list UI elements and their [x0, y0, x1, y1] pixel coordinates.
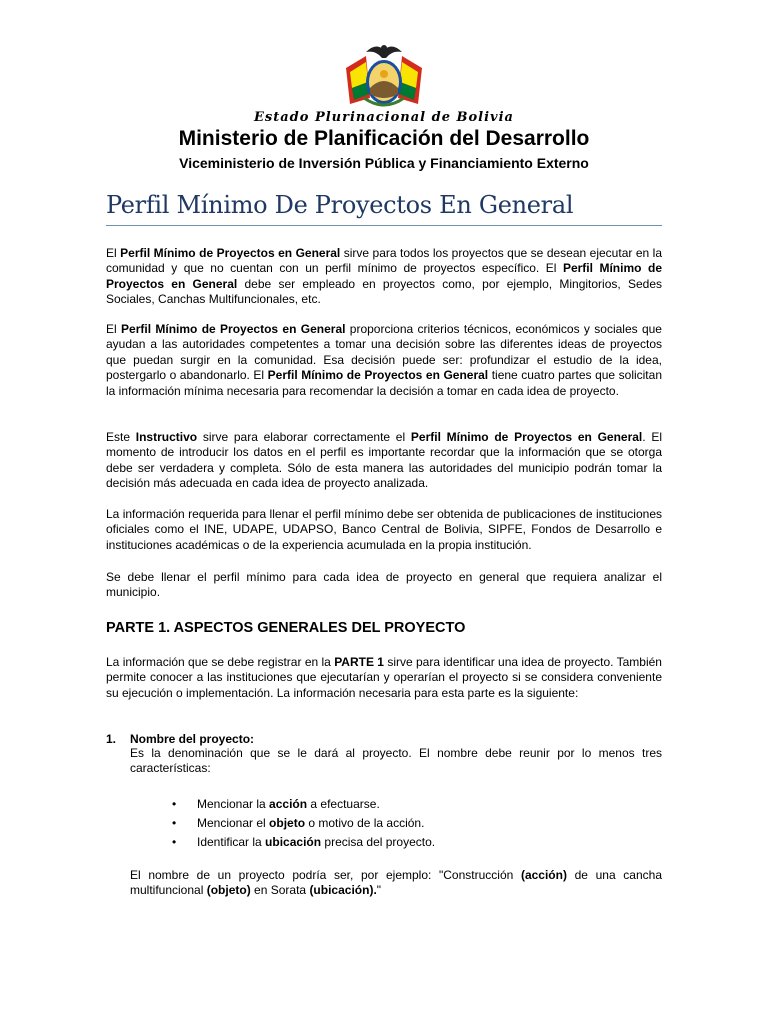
intro-paragraph-4: La información requerida para llenar el perfil mínimo debe ser obtenida de publicaciones de instituciones oficiales como el INE, UDAPE, UDAPSO, Banco Central de Bolivia, SIPFE, Fondos de Desarrollo e instituciones académicas o de la experiencia acumulada en la propia institución.: [106, 507, 662, 552]
bullet-symbol: •: [172, 835, 177, 849]
example-paragraph: El nombre de un proyecto podría ser, por ejemplo: "Construcción (acción) de una cancha multifuncional (objeto) en Sorata (ubicación).": [130, 868, 662, 898]
item-title: Nombre del proyecto:: [130, 732, 255, 746]
bullet-symbol: •: [172, 816, 177, 830]
intro-paragraph-1: El Perfil Mínimo de Proyectos en General sirve para todos los proyectos que se desean ejecutar en la comunidad y que no cuentan con un perfil mínimo de proyectos específico. El Perfil Mínimo de Proyectos en General debe ser empleado en proyectos como, por ejemplo, Mingitorios, Sedes Sociales, Canchas Multifuncionales, etc.: [106, 246, 662, 307]
intro-paragraph-5: Se debe llenar el perfil mínimo para cada idea de proyecto en general que requiera analizar el municipio.: [106, 570, 662, 600]
section-paragraph: La información que se debe registrar en la PARTE 1 sirve para identificar una idea de proyecto. También permite conocer a las instituciones que ejecutarían y operarían el proyecto si se considera conveniente su ejecución o implementación. La información necesaria para esta parte es la siguiente:: [106, 655, 662, 700]
bullet-item-ubicacion: Identificar la ubicación precisa del proyecto.: [197, 835, 436, 849]
item-description: Es la denominación que se le dará al proyecto. El nombre debe reunir por lo menos tres características:: [130, 746, 662, 776]
intro-paragraph-3: Este Instructivo sirve para elaborar correctamente el Perfil Mínimo de Proyectos en General. El momento de introducir los datos en el perfil es importante recordar que la información que se otorga debe ser verdadera y completa. Sólo de esta manera las autoridades del municipio podrán tomar la decisión más adecuada en cada idea de proyecto analizada.: [106, 430, 662, 491]
ministry-name: Ministerio de Planificación del Desarrollo: [178, 127, 590, 150]
section-heading-parte-1: PARTE 1. ASPECTOS GENERALES DEL PROYECTO: [106, 620, 466, 636]
bullet-item-objeto: Mencionar el objeto o motivo de la acción.: [197, 816, 425, 830]
item-number: 1.: [106, 732, 117, 746]
bullet-item-accion: Mencionar la acción a efectuarse.: [197, 797, 380, 811]
state-name: Estado Plurinacional de Bolivia: [254, 110, 514, 125]
vice-ministry-name: Viceministerio de Inversión Pública y Financiamiento Externo: [179, 155, 589, 171]
bullet-symbol: •: [172, 797, 177, 811]
bolivia-coat-of-arms-icon: [336, 38, 432, 114]
title-divider: [106, 225, 662, 226]
intro-paragraph-2: El Perfil Mínimo de Proyectos en General proporciona criterios técnicos, económicos y sociales que ayudan a las autoridades competentes a tomar una decisión sobre las diferentes ideas de proyectos que puedan surgir en la comunidad. Esa decisión puede ser: profundizar el estudio de la idea, postergarlo o abandonarlo. El Perfil Mínimo de Proyectos en General tiene cuatro partes que solicitan la información mínima necesaria para recomendar la decisión a tomar en cada idea de proyecto.: [106, 322, 662, 398]
page-title: Perfil Mínimo De Proyectos En General: [106, 191, 574, 219]
